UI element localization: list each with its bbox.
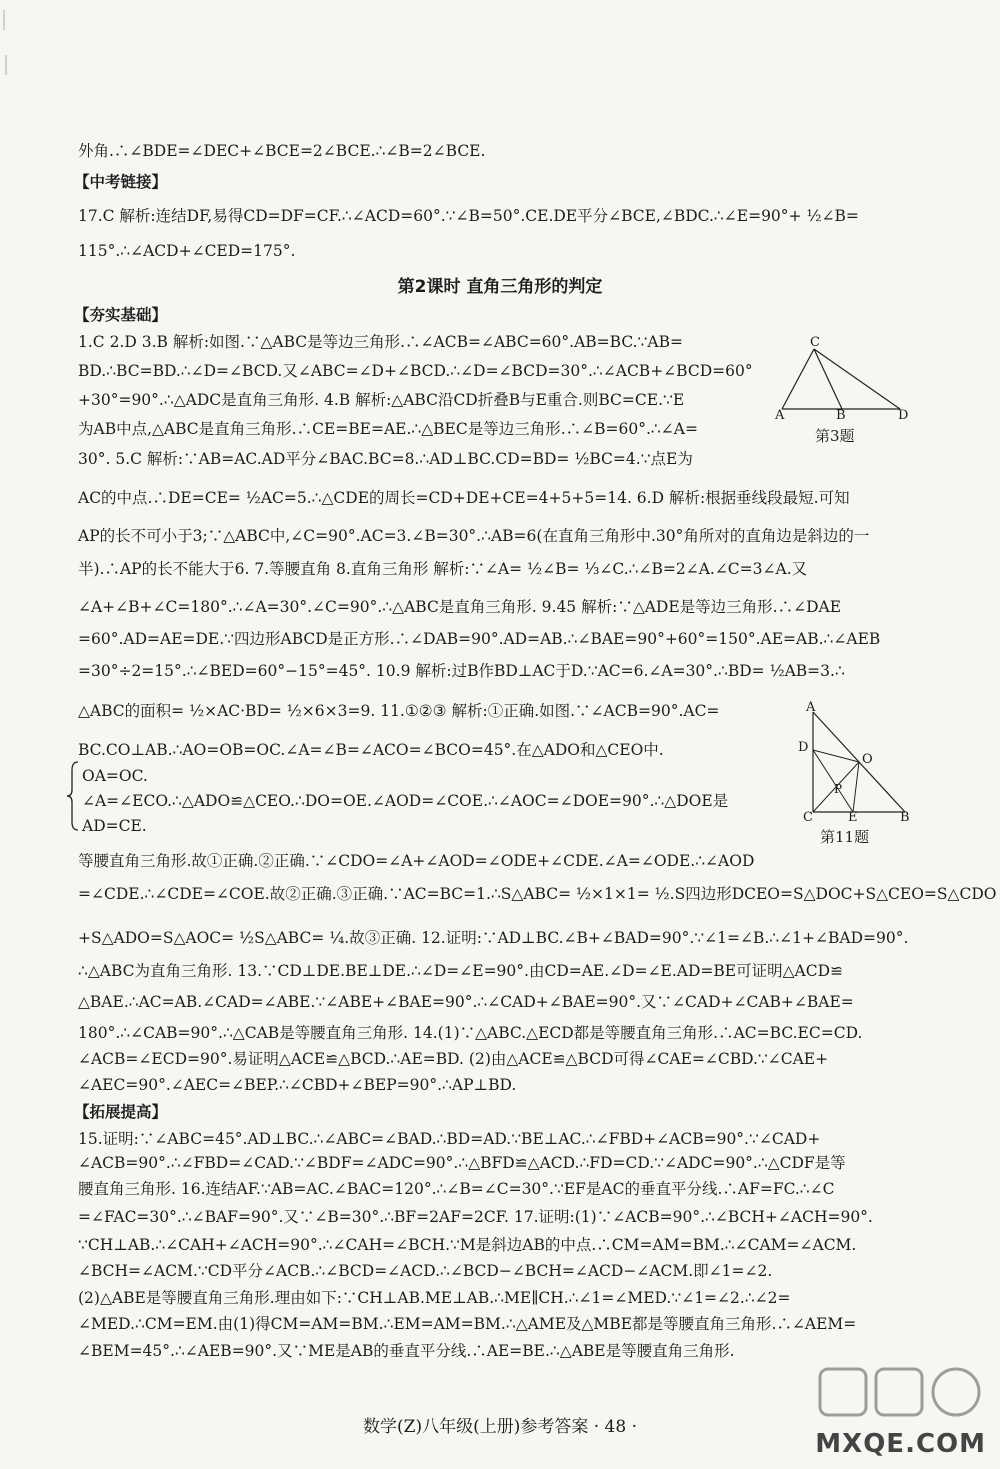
label-A: A xyxy=(775,408,785,423)
lesson-title: 第2课时 直角三角形的判定 xyxy=(397,277,603,297)
text-line: 半).∴AP的长不能大于6. 7.等腰直角 8.直角三角形 解析:∵∠A= ½∠B= ⅓∠C.∴∠B=2∠A.∠C=3∠A.又 xyxy=(78,560,808,578)
text-line: ∠AEC=90°.∠AEC=∠BEP.∴∠CBD+∠BEP=90°.∴AP⊥BD. xyxy=(78,1076,517,1094)
text-line: OA=OC. xyxy=(82,767,148,785)
system-brace xyxy=(66,760,80,832)
text-line: 1.C 2.D 3.B 解析:如图.∵△ABC是等边三角形.∴∠ACB=∠ABC=60°.AB=BC.∵AB= xyxy=(78,333,683,351)
text-line: +S△ADO=S△AOC= ½S△ABC= ¼.故③正确. 12.证明:∵AD⊥BC.∠B+∠BAD=90°.∵∠1=∠B.∴∠1+∠BAD=90°. xyxy=(78,929,909,947)
section-heading-tuozhan: 【拓展提高】 xyxy=(74,1103,168,1121)
text-line: ∠BEM=45°.∴∠AEB=90°.又∵ME是AB的垂直平分线.∴AE=BE.∴△ABE是等腰直角三角形. xyxy=(78,1342,735,1360)
text-line: =60°.AD=AE=DE.∵四边形ABCD是正方形.∴∠DAB=90°.AD=AB.∴∠BAE=90°+60°=150°.AE=AB.∴∠AEB xyxy=(78,630,881,648)
text-line: 等腰直角三角形.故①正确.②正确.∵∠CDO=∠A+∠AOD=∠ODE+∠CDE.∠A=∠ODE.∴∠AOD xyxy=(78,852,755,870)
text-line: △ABC的面积= ½×AC·BD= ½×6×3=9. 11.①②③ 解析:①正确.如图.∵∠ACB=90°.AC= xyxy=(78,702,720,720)
section-heading-zhongkao: 【中考链接】 xyxy=(74,173,168,191)
text-line: =30°÷2=15°.∴∠BED=60°−15°=45°. 10.9 解析:过B作BD⊥AC于D.∵AC=6.∠A=30°.∴BD= ½AB=3.∴ xyxy=(78,662,845,680)
text-line: BC.CO⊥AB.∴AO=OB=OC.∠A=∠B=∠ACO=∠BCO=45°.在△ADO和△CEO中. xyxy=(78,741,664,759)
label-O: O xyxy=(862,752,873,767)
text-line: =∠CDE.∴∠CDE=∠COE.故②正确.③正确.∵AC=BC=1.∴S△ABC= ½×1×1= ½.S四边形DCEO=S△DOC+S△CEO=S△CDO xyxy=(78,885,997,903)
text-line: 腰直角三角形. 16.连结AF.∵AB=AC.∠BAC=120°.∴∠B=∠C=30°.∵EF是AC的垂直平分线.∴AF=FC.∴∠C xyxy=(78,1180,835,1198)
label-B: B xyxy=(836,408,846,423)
text-line: ∠ACB=90°.∴∠FBD=∠CAD.∵∠BDF=∠ADC=90°.∴△BFD≌△ACD.∴FD=CD.∵∠ADC=90°.∴△CDF是等 xyxy=(78,1154,846,1172)
figure-caption-3: 第3题 xyxy=(815,427,855,445)
label-C: C xyxy=(810,335,820,350)
text-line: 为AB中点,△ABC是直角三角形.∴CE=BE=AE.∴△BEC是等边三角形.∴∠B=60°.∴∠A= xyxy=(78,420,698,438)
page-edge-marks xyxy=(0,0,18,120)
text-line: △BAE.∴AC=AB.∠CAD=∠ABE.∵∠ABE+∠BAE=90°.∴∠CAD+∠BAE=90°.又∵∠CAD+∠CAB+∠BAE= xyxy=(78,993,854,1011)
text-line: AD=CE. xyxy=(82,817,147,835)
text-line: ∠BCH=∠ACM.∵CD平分∠ACB.∴∠BCD=∠ACD.∴∠BCD−∠BCH=∠ACD−∠ACM.即∠1=∠2. xyxy=(78,1262,773,1280)
text-line: +30°=90°.∴△ADC是直角三角形. 4.B 解析:△ABC沿CD折叠B与E重合.则BC=CE.∵E xyxy=(78,391,685,409)
label-B: B xyxy=(900,810,910,825)
text-line: ∠A+∠B+∠C=180°.∴∠A=30°.∠C=90°.∴△ABC是直角三角形. 9.45 解析:∵△ADE是等边三角形.∴∠DAE xyxy=(78,598,842,616)
watermark-text: MXQE.COM xyxy=(815,1429,986,1459)
label-E: E xyxy=(848,810,858,825)
text-line: 30°. 5.C 解析:∵AB=AC.AD平分∠BAC.BC=8.∴AD⊥BC.CD=BD= ½BC=4.∵点E为 xyxy=(78,450,693,468)
text-line: AP的长不可小于3;∵△ABC中,∠C=90°.AC=3.∠B=30°.∴AB=6(在直角三角形中.30°角所对的直角边是斜边的一 xyxy=(78,527,870,545)
label-P: P xyxy=(834,782,843,796)
section-heading-hangshi: 【夯实基础】 xyxy=(74,306,168,324)
text-line: 180°.∴∠CAB=90°.∴△CAB是等腰直角三角形. 14.(1)∵△ABC.△ECD都是等腰直角三角形.∴AC=BC.EC=CD. xyxy=(78,1024,863,1042)
text-line: 115°.∴∠ACD+∠CED=175°. xyxy=(78,242,296,260)
text-line: 外角.∴∠BDE=∠DEC+∠BCE=2∠BCE.∴∠B=2∠BCE. xyxy=(78,142,486,160)
text-line: 17.C 解析:连结DF,易得CD=DF=CF.∴∠ACD=60°.∵∠B=50°.CE.DE平分∠BCE,∠BDC.∴∠E=90°+ ½∠B= xyxy=(78,207,859,225)
label-C: C xyxy=(803,810,813,825)
text-line: AC的中点.∴DE=CE= ½AC=5.∴△CDE的周长=CD+DE+CE=4+5+5=14. 6.D 解析:根据垂线段最短.可知 xyxy=(78,489,850,507)
figure-problem-11 xyxy=(795,700,915,825)
text-line: ∠A=∠ECO.∴△ADO≌△CEO.∴DO=OE.∠AOD=∠COE.∴∠AOC=∠DOE=90°.∴△DOE是 xyxy=(82,792,729,810)
label-D: D xyxy=(798,740,809,755)
text-line: (2)△ABE是等腰直角三角形.理由如下:∵CH⊥AB.ME⊥AB.∴ME∥CH.∴∠1=∠MED.∵∠1=∠2.∴∠2= xyxy=(78,1289,791,1307)
text-line: BD.∴BC=BD.∴∠D=∠BCD.又∠ABC=∠D+∠BCD.∴∠D=∠BCD=30°.∴∠ACB+∠BCD=60° xyxy=(78,362,753,380)
text-line: ∠ACB=∠ECD=90°.易证明△ACE≌△BCD.∴AE=BD. (2)由△ACE≌△BCD可得∠CAE=∠CBD.∵∠CAE+ xyxy=(78,1050,829,1068)
label-D: D xyxy=(898,408,909,423)
text-line: 15.证明:∵∠ABC=45°.AD⊥BC.∴∠ABC=∠BAD.∴BD=AD.∵BE⊥AC.∴∠FBD+∠ACB=90°.∵∠CAD+ xyxy=(78,1130,821,1148)
page-footer: 数学(Z)八年级(上册)参考答案 · 48 · xyxy=(363,1417,637,1437)
text-line: ∵CH⊥AB.∴∠CAH+∠ACH=90°.∴∠CAH=∠BCH.∵M是斜边AB的中点.∴CM=AM=BM.∴∠CAM=∠ACM. xyxy=(78,1236,857,1254)
label-A: A xyxy=(806,700,816,715)
text-line: =∠FAC=30°.∴∠BAF=90°.又∵∠B=30°.∴BF=2AF=2CF. 17.证明:(1)∵∠ACB=90°.∴∠BCH+∠ACH=90°. xyxy=(78,1208,873,1226)
text-line: ∠MED.∴CM=EM.由(1)得CM=AM=BM.∴EM=AM=BM.∴△AME及△MBE都是等腰直角三角形.∴∠AEM= xyxy=(78,1315,857,1333)
figure-caption-11: 第11题 xyxy=(820,828,870,846)
text-line: ∴△ABC为直角三角形. 13.∵CD⊥DE.BE⊥DE.∴∠D=∠E=90°.由CD=AE.∠D=∠E.AD=BE可证明△ACD≌ xyxy=(78,962,843,980)
